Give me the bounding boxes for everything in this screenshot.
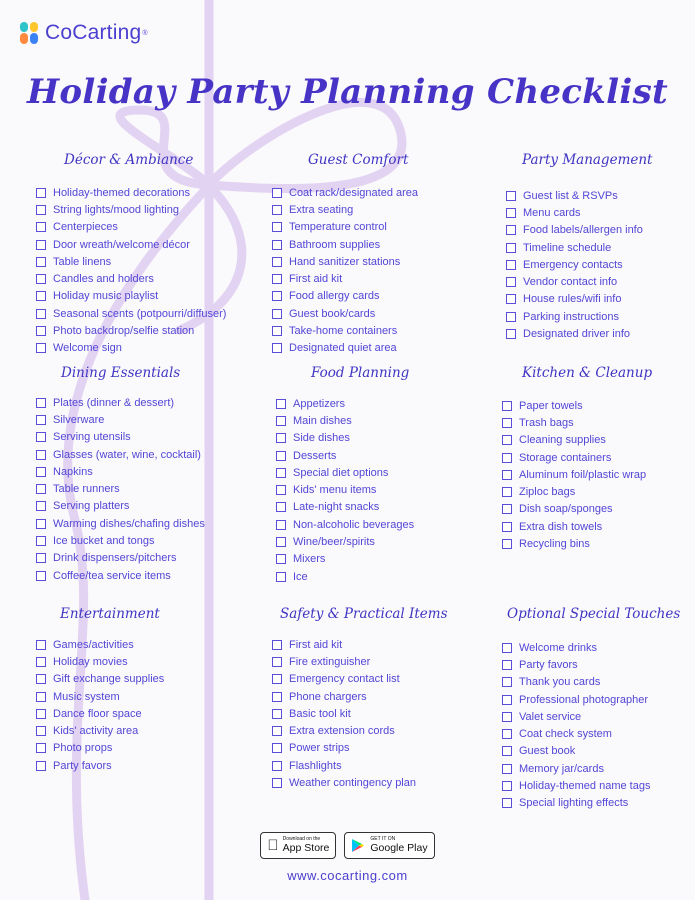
checklist-item-label: Recycling bins	[519, 538, 590, 551]
checklist-item[interactable]	[272, 184, 418, 201]
checklist-item-label: Dish soap/sponges	[519, 503, 613, 516]
checklist-item-label: Basic tool kit	[289, 707, 351, 720]
checklist	[36, 394, 205, 584]
checkbox[interactable]	[276, 502, 286, 512]
checklist-item[interactable]	[502, 708, 650, 725]
checkbox[interactable]	[36, 398, 46, 408]
checkbox[interactable]	[276, 433, 286, 443]
checklist-item-label: Silverware	[53, 413, 105, 426]
checklist-item-label: Coat rack/designated area	[289, 186, 419, 199]
checkbox[interactable]	[506, 329, 516, 339]
checklist-item[interactable]	[502, 397, 646, 414]
checklist	[502, 397, 646, 553]
checklist	[272, 636, 416, 792]
checklist-item-label: Napkins	[53, 465, 93, 478]
checkbox[interactable]	[36, 501, 46, 511]
checkbox[interactable]	[276, 537, 286, 547]
checklist-item-label: Gift exchange supplies	[53, 673, 165, 686]
checklist-item-label: Holiday-themed name tags	[519, 780, 651, 793]
app-store-label: App Store	[277, 842, 324, 855]
checklist-item-label: Table linens	[53, 255, 112, 268]
checklist-item[interactable]	[272, 740, 416, 757]
store-badges	[0, 832, 695, 859]
checkbox[interactable]	[272, 205, 282, 215]
google-play-badge[interactable]	[344, 832, 434, 859]
checkbox[interactable]	[502, 522, 512, 532]
checklist	[506, 187, 643, 343]
checklist-item-label: Food allergy cards	[289, 290, 380, 303]
checklist-item[interactable]	[276, 447, 414, 464]
checklist-item[interactable]	[276, 464, 414, 481]
checkbox[interactable]	[276, 485, 286, 495]
checklist-item-label: Centerpieces	[53, 221, 118, 234]
checklist-item[interactable]	[276, 516, 414, 533]
checklist-item[interactable]	[36, 288, 226, 305]
checklist-item[interactable]	[506, 204, 643, 221]
checklist-item-label: Late-night snacks	[293, 501, 380, 514]
checkbox[interactable]	[272, 257, 282, 267]
checklist-item-label: Phone chargers	[289, 690, 367, 703]
checklist-item[interactable]	[272, 288, 418, 305]
checklist-item[interactable]	[36, 688, 164, 705]
checklist-item[interactable]	[272, 322, 418, 339]
checklist-item-label: Emergency contact list	[289, 673, 400, 686]
checkbox[interactable]	[36, 674, 46, 684]
checkbox[interactable]	[502, 798, 512, 808]
checklist-item-label: Extra seating	[289, 203, 354, 216]
checklist-item-label: Main dishes	[293, 414, 352, 427]
brand-name: CoCarting	[45, 21, 142, 44]
section-title: Guest Comfort	[308, 152, 409, 168]
checklist-item-label: Candles and holders	[53, 273, 154, 286]
checklist-item-label: Temperature control	[289, 221, 387, 234]
checkbox[interactable]	[276, 416, 286, 426]
checkbox[interactable]	[36, 257, 46, 267]
checkbox[interactable]	[502, 470, 512, 480]
checkbox[interactable]	[506, 260, 516, 270]
checkbox[interactable]	[36, 484, 46, 494]
checkbox[interactable]	[502, 781, 512, 791]
checklist-item[interactable]	[502, 414, 646, 431]
checklist-item[interactable]	[502, 674, 650, 691]
checklist-item-label: Side dishes	[293, 432, 350, 445]
checkbox[interactable]	[36, 519, 46, 529]
checklist-item[interactable]	[272, 636, 416, 653]
checklist-item-label: Hand sanitizer stations	[289, 255, 401, 268]
registered-mark: ®	[142, 29, 148, 37]
checklist-item-label: Photo props	[53, 742, 113, 755]
checklist-item[interactable]	[502, 725, 650, 742]
checklist-item[interactable]	[506, 222, 643, 239]
checkbox[interactable]	[502, 453, 512, 463]
checkbox[interactable]	[272, 343, 282, 353]
checklist-item-label: Party favors	[519, 658, 578, 671]
checkbox[interactable]	[272, 778, 282, 788]
checklist-item-label: Non-alcoholic beverages	[293, 518, 415, 531]
checklist-item[interactable]	[36, 671, 164, 688]
google-play-label: Google Play	[364, 842, 422, 855]
checkbox[interactable]	[502, 539, 512, 549]
checklist-item-label: First aid kit	[289, 638, 343, 651]
checklist-item[interactable]	[36, 219, 226, 236]
checklist-item[interactable]	[272, 236, 418, 253]
checklist-item-label: Food labels/allergen info	[523, 224, 643, 237]
checklist-item[interactable]	[36, 446, 205, 463]
checklist-item[interactable]	[272, 305, 418, 322]
checkbox[interactable]	[502, 764, 512, 774]
checklist-item[interactable]	[502, 466, 646, 483]
checklist-item-label: Photo backdrop/selfie station	[53, 325, 195, 338]
checklist-item-label: Parking instructions	[523, 310, 619, 323]
checklist-item-label: Dance floor space	[53, 707, 142, 720]
checkbox[interactable]	[36, 553, 46, 563]
checkbox[interactable]	[272, 692, 282, 702]
checkbox[interactable]	[276, 451, 286, 461]
checkbox[interactable]	[272, 291, 282, 301]
checkbox[interactable]	[272, 240, 282, 250]
checklist-item[interactable]	[276, 568, 414, 585]
checkbox[interactable]	[272, 657, 282, 667]
checklist-item-label: Welcome sign	[53, 342, 122, 355]
checklist-item-label: Guest list & RSVPs	[523, 189, 618, 202]
checklist-item[interactable]	[272, 253, 418, 270]
checklist-item[interactable]	[502, 432, 646, 449]
checklist-item-label: Weather contingency plan	[289, 777, 416, 790]
section-title: Food Planning	[311, 365, 410, 381]
checklist-item[interactable]	[36, 429, 205, 446]
checklist-item[interactable]	[36, 498, 205, 515]
checklist-item[interactable]	[502, 777, 650, 794]
checkbox[interactable]	[502, 418, 512, 428]
checkbox[interactable]	[36, 450, 46, 460]
checklist-item-label: Special diet options	[293, 466, 389, 479]
checklist-item-label: Extra dish towels	[519, 520, 603, 533]
checklist-item-label: Menu cards	[523, 206, 581, 219]
website-link[interactable]: www.cocarting.com	[287, 868, 408, 883]
checklist-item[interactable]	[502, 656, 650, 673]
checklist-item-label: Thank you cards	[519, 676, 601, 689]
checklist-item-label: Seasonal scents (potpourri/diffuser)	[53, 307, 227, 320]
checkbox[interactable]	[502, 677, 512, 687]
checklist-item[interactable]	[272, 340, 418, 357]
checklist-item-label: Door wreath/welcome décor	[53, 238, 190, 251]
apple-icon	[267, 837, 278, 854]
checklist-item-label: Kids' activity area	[53, 725, 139, 738]
checkbox[interactable]	[36, 343, 46, 353]
cocarting-logo-icon	[18, 20, 40, 46]
app-store-badge[interactable]	[260, 832, 336, 859]
checklist-item[interactable]	[272, 219, 418, 236]
checklist-item[interactable]	[272, 270, 418, 287]
checklist-item[interactable]	[276, 551, 414, 568]
checklist-item[interactable]	[502, 501, 646, 518]
checklist-item[interactable]	[36, 757, 164, 774]
checkbox[interactable]	[502, 729, 512, 739]
checklist-item-label: Games/activities	[53, 638, 134, 651]
checklist	[36, 184, 226, 357]
checklist-item[interactable]	[36, 567, 205, 584]
checklist-item[interactable]	[36, 515, 205, 532]
section-title: Dining Essentials	[61, 365, 181, 381]
checklist-item[interactable]	[36, 653, 164, 670]
checklist-item[interactable]	[276, 395, 414, 412]
checklist-item[interactable]	[36, 201, 226, 218]
checkbox[interactable]	[36, 205, 46, 215]
checklist-item[interactable]	[36, 236, 226, 253]
checklist-item[interactable]	[506, 291, 643, 308]
checklist-item[interactable]	[502, 639, 650, 656]
checkbox[interactable]	[36, 726, 46, 736]
checklist-item[interactable]	[36, 532, 205, 549]
checklist-item-label: Memory jar/cards	[519, 762, 604, 775]
google-play-icon	[351, 838, 365, 853]
checklist-item-label: First aid kit	[289, 273, 343, 286]
checklist-item-label: Extra extension cords	[289, 725, 395, 738]
checklist-item-label: House rules/wifi info	[523, 293, 622, 306]
checklist-item-label: Drink dispensers/pitchers	[53, 552, 177, 565]
checklist	[36, 636, 164, 774]
checkbox[interactable]	[36, 222, 46, 232]
section-title: Entertainment	[60, 606, 160, 622]
checklist-item-label: Trash bags	[519, 416, 574, 429]
checklist-item[interactable]	[502, 743, 650, 760]
checklist-item-label: Music system	[53, 690, 120, 703]
checklist-item-label: Glasses (water, wine, cocktail)	[53, 448, 201, 461]
checkbox[interactable]	[36, 692, 46, 702]
checklist-item[interactable]	[36, 636, 164, 653]
checklist-item-label: Ziploc bags	[519, 486, 576, 499]
checklist-item-label: Mixers	[293, 553, 326, 566]
checkbox[interactable]	[272, 709, 282, 719]
checkbox[interactable]	[36, 188, 46, 198]
checklist-item-label: Appetizers	[293, 397, 345, 410]
checklist-item[interactable]	[272, 774, 416, 791]
checklist-item[interactable]	[36, 270, 226, 287]
checkbox[interactable]	[502, 695, 512, 705]
checklist-item[interactable]	[36, 740, 164, 757]
checkbox[interactable]	[36, 326, 46, 336]
checklist-item[interactable]	[502, 691, 650, 708]
checklist-item[interactable]	[502, 483, 646, 500]
section-title: Safety & Practical Items	[280, 606, 448, 622]
checklist-item-label: Aluminum foil/plastic wrap	[519, 468, 647, 481]
checklist-item-label: Desserts	[293, 449, 337, 462]
checklist-item[interactable]	[506, 325, 643, 342]
checklist-item-label: Vendor contact info	[523, 276, 618, 289]
checklist-item-label: Bathroom supplies	[289, 238, 381, 251]
checkbox[interactable]	[502, 401, 512, 411]
checkbox[interactable]	[506, 208, 516, 218]
checklist-item-label: Timeline schedule	[523, 241, 612, 254]
checkbox[interactable]	[36, 640, 46, 650]
checkbox[interactable]	[276, 520, 286, 530]
checklist-item[interactable]	[272, 688, 416, 705]
checklist-item-label: Wine/beer/spirits	[293, 536, 375, 549]
section-title: Kitchen & Cleanup	[522, 365, 653, 381]
checklist-item-label: Plates (dinner & dessert)	[53, 396, 175, 409]
checkbox[interactable]	[36, 291, 46, 301]
checkbox[interactable]	[272, 222, 282, 232]
checkbox[interactable]	[272, 188, 282, 198]
checkbox[interactable]	[502, 712, 512, 722]
checkbox[interactable]	[502, 487, 512, 497]
checkbox[interactable]	[36, 467, 46, 477]
checklist-item-label: Holiday music playlist	[53, 290, 159, 303]
checkbox[interactable]	[36, 274, 46, 284]
checkbox[interactable]	[506, 294, 516, 304]
checkbox[interactable]	[506, 277, 516, 287]
checklist-item[interactable]	[272, 653, 416, 670]
checklist-item-label: Holiday-themed decorations	[53, 186, 190, 199]
checkbox[interactable]	[36, 240, 46, 250]
checkbox[interactable]	[502, 504, 512, 514]
checklist-item[interactable]	[276, 412, 414, 429]
checklist-item[interactable]	[506, 273, 643, 290]
checkbox[interactable]	[36, 415, 46, 425]
checklist-item-label: Ice	[293, 570, 308, 583]
checklist-item[interactable]	[272, 757, 416, 774]
checklist-item[interactable]	[272, 705, 416, 722]
checkbox[interactable]	[36, 709, 46, 719]
checklist-item[interactable]	[36, 480, 205, 497]
checkbox[interactable]	[36, 571, 46, 581]
checklist-item[interactable]	[502, 518, 646, 535]
checklist-item-label: Guest book/cards	[289, 307, 376, 320]
checklist-item-label: Coat check system	[519, 728, 612, 741]
checkbox[interactable]	[276, 468, 286, 478]
checklist-item-label: Storage containers	[519, 451, 612, 464]
google-play-small-text: GET IT ON	[364, 836, 390, 843]
checklist-item-label: Professional photographer	[519, 693, 649, 706]
checklist-item[interactable]	[36, 705, 164, 722]
checkbox[interactable]	[272, 309, 282, 319]
checklist-item-label: Flashlights	[289, 759, 342, 772]
checklist-item-label: Designated driver info	[523, 328, 631, 341]
checklist-item-label: Ice bucket and tongs	[53, 535, 155, 548]
checklist-item-label: Special lighting effects	[519, 797, 629, 810]
checkbox[interactable]	[506, 191, 516, 201]
checklist-item[interactable]	[36, 550, 205, 567]
checklist-item-label: Power strips	[289, 742, 350, 755]
checklist-item[interactable]	[272, 671, 416, 688]
brand-logo[interactable]	[18, 20, 148, 46]
checklist-item-label: Fire extinguisher	[289, 655, 371, 668]
checklist-item-label: Valet service	[519, 710, 582, 723]
checklist-item[interactable]	[276, 481, 414, 498]
app-store-small-text: Download on the	[277, 836, 315, 843]
checklist-item-label: String lights/mood lighting	[53, 203, 179, 216]
checkbox[interactable]	[272, 674, 282, 684]
checkbox[interactable]	[276, 572, 286, 582]
checklist-item[interactable]	[36, 322, 226, 339]
checklist-item[interactable]	[36, 463, 205, 480]
checklist-item-label: Emergency contacts	[523, 258, 623, 271]
checklist-item-label: Party favors	[53, 759, 112, 772]
checkbox[interactable]	[506, 243, 516, 253]
checklist-item[interactable]	[276, 430, 414, 447]
checkbox[interactable]	[36, 432, 46, 442]
checkbox[interactable]	[276, 554, 286, 564]
checkbox[interactable]	[506, 312, 516, 322]
checkbox[interactable]	[36, 536, 46, 546]
checkbox[interactable]	[272, 326, 282, 336]
section-title: Party Management	[522, 152, 653, 168]
checklist-item[interactable]	[506, 187, 643, 204]
checklist	[272, 184, 418, 357]
checklist-item-label: Kids' menu items	[293, 484, 377, 497]
checklist-item-label: Serving utensils	[53, 431, 131, 444]
checklist-item[interactable]	[502, 449, 646, 466]
checkbox[interactable]	[502, 746, 512, 756]
section-title: Optional Special Touches	[507, 606, 681, 622]
checklist-item[interactable]	[502, 760, 650, 777]
checklist-item[interactable]	[36, 305, 226, 322]
checklist-item[interactable]	[36, 340, 226, 357]
checklist-item[interactable]	[36, 394, 205, 411]
checklist-item[interactable]	[36, 184, 226, 201]
checklist-item-label: Take-home containers	[289, 325, 398, 338]
checklist-item[interactable]	[276, 533, 414, 550]
checklist-item-label: Table runners	[53, 483, 120, 496]
checklist-item-label: Guest book	[519, 745, 576, 758]
checkbox[interactable]	[506, 225, 516, 235]
checkbox[interactable]	[502, 660, 512, 670]
checkbox[interactable]	[36, 761, 46, 771]
checklist-item-label: Coffee/tea service items	[53, 569, 171, 582]
checklist-item[interactable]	[506, 308, 643, 325]
checklist-item-label: Welcome drinks	[519, 641, 598, 654]
checkbox[interactable]	[36, 657, 46, 667]
checkbox[interactable]	[276, 399, 286, 409]
checklist-item[interactable]	[276, 499, 414, 516]
checklist-item-label: Serving platters	[53, 500, 130, 513]
page-title: Holiday Party Planning Checklist	[26, 72, 669, 112]
checkbox[interactable]	[272, 726, 282, 736]
checklist-item-label: Paper towels	[519, 399, 583, 412]
checklist-item[interactable]	[502, 795, 650, 812]
checklist-item[interactable]	[502, 535, 646, 552]
checkbox[interactable]	[36, 743, 46, 753]
checklist-item[interactable]	[36, 411, 205, 428]
checklist-item[interactable]	[36, 722, 164, 739]
checkbox[interactable]	[272, 640, 282, 650]
checklist-item[interactable]	[272, 201, 418, 218]
checklist	[276, 395, 414, 585]
checklist-item[interactable]	[36, 253, 226, 270]
checklist-item[interactable]	[506, 256, 643, 273]
checkbox[interactable]	[502, 435, 512, 445]
checkbox[interactable]	[272, 761, 282, 771]
checklist-item-label: Cleaning supplies	[519, 434, 606, 447]
section-title: Décor & Ambiance	[64, 152, 194, 168]
checklist-item-label: Holiday movies	[53, 655, 128, 668]
checkbox[interactable]	[36, 309, 46, 319]
checkbox[interactable]	[272, 274, 282, 284]
checklist	[502, 639, 650, 812]
checklist-item[interactable]	[506, 239, 643, 256]
checklist-item-label: Warming dishes/chafing dishes	[53, 517, 205, 530]
checkbox[interactable]	[272, 743, 282, 753]
checkbox[interactable]	[502, 643, 512, 653]
checklist-item-label: Designated quiet area	[289, 342, 397, 355]
checklist-item[interactable]	[272, 722, 416, 739]
